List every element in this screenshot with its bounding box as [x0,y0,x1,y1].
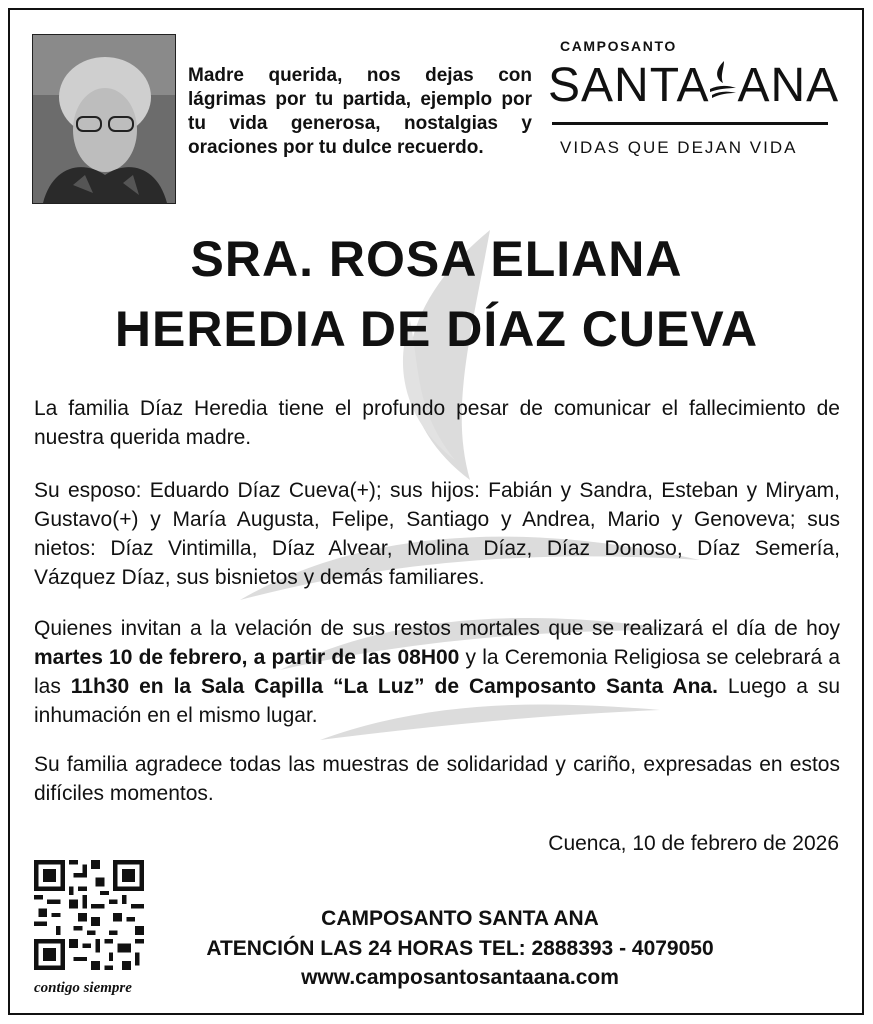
logo-name-left: SANTA [548,59,710,112]
logo-divider [552,122,828,125]
qr-caption: contigo siempre [34,980,132,996]
qr-code-icon[interactable] [34,860,144,970]
footer-company: CAMPOSANTO SANTA ANA [321,907,599,930]
dateline: Cuenca, 10 de febrero de 2026 [548,832,839,855]
logo-top-text: CAMPOSANTO [560,38,677,54]
ceremony-text: Quienes invitan a la velación de sus restos mortales que se realizará el día de hoy [34,617,840,640]
tagline-verse: Madre querida, nos dejas con lágrimas por tu partida, ejemplo por tu vida generosa, nostalgias y oraciones por tu dulce recuerdo. [188,65,532,158]
footer-phone[interactable]: ATENCIÓN LAS 24 HORAS TEL: 2888393 - 4079050 [206,937,714,960]
flame-logo-icon [710,61,736,105]
logo-name-right: ANA [737,59,840,112]
logo-name [548,58,839,113]
deceased-name-line1: SRA. ROSA ELIANA [190,231,683,287]
ceremony-date: martes 10 de febrero, a partir de las 08H00 [34,646,460,669]
ceremony-text: Luego a su inhumación en el mismo lugar. [34,675,840,727]
family-paragraph: Su esposo: Eduardo Díaz Cueva(+); sus hijos: Fabián y Sandra, Esteban y Miryam, Gustavo(+) y María Augusta, Felipe, Santiago y Andrea, Mario y Genoveva; sus nietos: Díaz Vintimilla, Díaz Alvear, Molina Díaz, Díaz Donoso, Díaz Semería, Vázquez Díaz, sus bisnietos y demás familiares. [34,479,840,589]
deceased-name-line2: HEREDIA DE DÍAZ CUEVA [114,301,759,357]
footer-website-link[interactable]: www.camposantosantaana.com [301,966,619,989]
ceremony-location: 11h30 en la Sala Capilla “La Luz” de Camposanto Santa Ana. [70,675,718,698]
camposanto-logo [548,36,840,166]
announcement-paragraph: La familia Díaz Heredia tiene el profundo pesar de comunicar el fallecimiento de nuestra querida madre. [34,397,840,449]
ceremony-paragraph [34,614,840,730]
portrait-photo [32,34,176,204]
ceremony-text: y la Ceremonia Religiosa se celebrará a las [34,646,841,698]
logo-slogan: VIDAS QUE DEJAN VIDA [560,138,798,157]
thanks-paragraph: Su familia agradece todas las muestras de solidaridad y cariño, expresadas en estos difíciles momentos. [34,753,840,805]
